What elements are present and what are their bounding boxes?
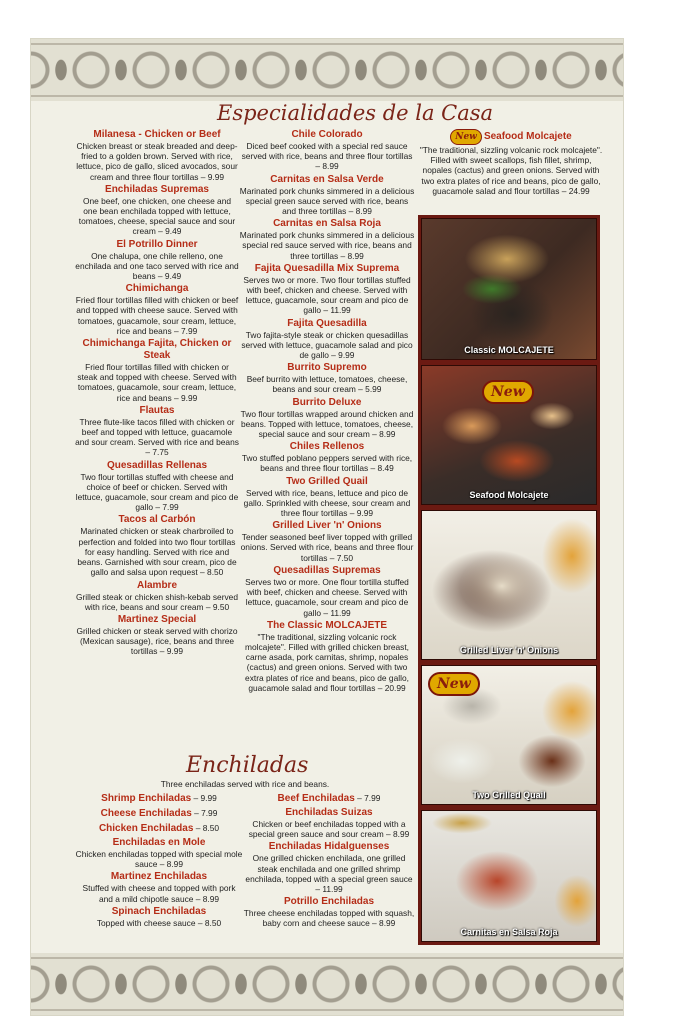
item-name-text: Chimichanga bbox=[125, 283, 189, 295]
menu-item-name bbox=[239, 476, 415, 488]
item-name-text: Flautas bbox=[139, 404, 175, 416]
menu-item-name bbox=[239, 174, 415, 186]
menu-item bbox=[239, 362, 415, 394]
menu-item bbox=[239, 129, 415, 172]
menu-item-description: Stuffed with cheese and topped with pork and a mild chipotle sauce – 8.99 bbox=[82, 883, 236, 904]
menu-page bbox=[30, 38, 624, 1016]
menu-item bbox=[419, 129, 603, 196]
item-name-text: Chiles Rellenos bbox=[289, 441, 365, 453]
menu-item-name bbox=[75, 129, 239, 141]
especialidades-title: Especialidades de la Casa bbox=[217, 101, 494, 125]
menu-item-name bbox=[239, 441, 415, 453]
menu-item bbox=[243, 792, 415, 805]
menu-item-description: Serves two or more. Two flour tortillas stuffed with beef, chicken and cheese. Served with lettuce, guacamole, sour cream and pico de gallo – 11.99 bbox=[243, 274, 411, 316]
item-name-text: Fajita Quesadilla bbox=[287, 317, 367, 329]
especialidades-column-3 bbox=[419, 129, 603, 198]
menu-item bbox=[75, 129, 239, 182]
photo-seafood-molcajete bbox=[421, 365, 597, 505]
menu-item-description: One chalupa, one chile relleno, one enchilada and one taco served with rice and beans – 9.49 bbox=[75, 250, 239, 282]
item-price: – 8.50 bbox=[193, 823, 220, 833]
menu-item-description: Two flour tortillas wrapped around chicken and beans. Topped with lettuce, tomatoes, cheese, special sauce and sour cream – 8.99 bbox=[240, 408, 414, 440]
menu-item bbox=[239, 620, 415, 693]
menu-item bbox=[243, 841, 415, 894]
menu-item-description: Two flour tortillas stuffed with cheese and choice of beef or chicken. Served with lettuce, guacamole, sour cream and pico de gallo – 7.99 bbox=[75, 471, 239, 513]
menu-item bbox=[75, 514, 239, 577]
menu-item-description: Two stuffed poblano peppers served with rice, beans and three flour tortillas – 8.49 bbox=[241, 453, 413, 474]
item-name-text: Martinez Special bbox=[117, 613, 197, 625]
menu-item-name bbox=[239, 263, 415, 275]
menu-item-description: Served with rice, beans, lettuce and pico de gallo. Sprinkled with cheese, sour cream and three flour tortillas – 9.99 bbox=[243, 487, 411, 519]
menu-item-description: Beef burrito with lettuce, tomatoes, cheese, beans and sour cream – 5.99 bbox=[246, 374, 408, 395]
menu-item-name bbox=[75, 837, 243, 849]
menu-item-description: Diced beef cooked with a special red sauce served with rice, beans and three flour tortillas – 8.99 bbox=[241, 141, 413, 172]
menu-item-description: Chicken breast or steak breaded and deep-fried to a golden brown. Served with rice, lettuce, pico de gallo, sliced avocados, sour cream and three flour tortillas – 9.99 bbox=[76, 141, 238, 182]
menu-item-description: Tender seasoned beef liver topped with grilled onions. Served with rice, beans and three flour tortillas – 7.50 bbox=[240, 532, 414, 563]
photo-two-grilled-quail bbox=[421, 665, 597, 805]
photo-caption: Two Grilled Quail bbox=[472, 790, 546, 800]
item-name-text: Beef Enchiladas bbox=[277, 793, 355, 804]
menu-item bbox=[239, 318, 415, 361]
menu-item bbox=[75, 184, 239, 237]
item-name-text: Chile Colorado bbox=[291, 129, 363, 140]
menu-item-name bbox=[239, 397, 415, 409]
bottom-ornamental-border bbox=[31, 953, 623, 1015]
item-name-text: Enchiladas en Mole bbox=[112, 837, 206, 848]
menu-item-description: Topped with cheese sauce – 8.50 bbox=[96, 917, 222, 928]
menu-item-description: Grilled steak or chicken shish-kebab served with rice, beans and sour cream – 9.50 bbox=[76, 591, 238, 612]
item-name-text: Quesadillas Rellenas bbox=[106, 459, 208, 471]
especialidades-column-1 bbox=[75, 129, 239, 659]
item-name-text: Enchiladas Suizas bbox=[285, 807, 373, 818]
menu-item-name bbox=[75, 514, 239, 526]
item-name-text: The Classic MOLCAJETE bbox=[266, 619, 388, 631]
photo-grilled-liver-onions bbox=[421, 510, 597, 660]
menu-item-description: Fried flour tortillas filled with chicken or beef and topped with cheese sauce. Served with tomatoes, guacamole, sour cream, lettuce, rice and beans – 7.99 bbox=[75, 295, 239, 336]
item-name-text: Alambre bbox=[136, 579, 177, 591]
menu-item-description: One grilled chicken enchilada, one grilled steak enchilada and one grilled shrimp enchilada, topped with a special green sauce – 11.99 bbox=[245, 853, 413, 895]
new-badge: New bbox=[482, 380, 534, 404]
item-name-text: Fajita Quesadilla Mix Suprema bbox=[254, 262, 400, 274]
item-name-text: Chimichanga Fajita, Chicken or Steak bbox=[82, 338, 232, 362]
menu-item bbox=[75, 239, 239, 282]
menu-item-name bbox=[243, 841, 415, 853]
menu-item bbox=[75, 792, 243, 805]
menu-item-name bbox=[239, 620, 415, 632]
photo-caption: Seafood Molcajete bbox=[469, 490, 549, 500]
menu-item bbox=[75, 807, 243, 820]
menu-item-name bbox=[243, 807, 415, 819]
menu-item-description: "The traditional, sizzling volcanic rock molcajete". Filled with sweet scallops, fish fillet, shrimp, nopales (cactus) and green onions. Served with two extra plates of rice and beans, pico de gallo, guacamole salad and flour tortillas – 24.99 bbox=[419, 145, 603, 196]
item-name-text: Enchiladas Supremas bbox=[105, 183, 209, 195]
new-badge: New bbox=[428, 672, 480, 696]
menu-item-name bbox=[75, 906, 243, 918]
item-name-text: Grilled Liver 'n' Onions bbox=[272, 520, 382, 532]
menu-item-name bbox=[75, 405, 239, 417]
photo-caption: Classic MOLCAJETE bbox=[464, 345, 554, 355]
item-price: – 9.99 bbox=[191, 793, 217, 803]
menu-item-description: Three cheese enchiladas topped with squash, baby corn and cheese sauce – 8.99 bbox=[243, 908, 415, 929]
menu-item-name bbox=[239, 318, 415, 330]
menu-item-name bbox=[75, 580, 239, 592]
item-name-text: Cheese Enchiladas bbox=[100, 808, 192, 819]
menu-item-description: Two fajita-style steak or chicken quesadillas served with lettuce, guacamole salad and pico de gallo – 9.99 bbox=[241, 329, 413, 361]
menu-item bbox=[75, 614, 239, 657]
menu-item-name bbox=[243, 792, 415, 805]
new-badge: New bbox=[450, 129, 482, 145]
item-name-text: Burrito Supremo bbox=[287, 362, 367, 374]
menu-item-description: Marinated chicken or steak charbroiled to perfection and folded into two flour tortillas for easy handling. Served with rice and beans. Garnished with sour cream, pico de gallo and salsa upon request – 8.50 bbox=[77, 526, 237, 578]
enchiladas-subtitle: Three enchiladas served with rice and beans. bbox=[160, 779, 330, 789]
menu-item-description: One beef, one chicken, one cheese and one bean enchilada topped with lettuce, tomatoes, cheese, special sauce and sour cream – 9.49 bbox=[78, 195, 236, 237]
menu-item-name bbox=[75, 871, 243, 883]
menu-item-name bbox=[419, 129, 603, 145]
item-price: – 7.99 bbox=[191, 808, 218, 818]
menu-item-name bbox=[75, 239, 239, 251]
menu-item bbox=[75, 906, 243, 928]
menu-item-name bbox=[239, 565, 415, 577]
item-name-text: Burrito Deluxe bbox=[292, 396, 362, 408]
menu-item-name bbox=[239, 362, 415, 374]
item-price: – 7.99 bbox=[354, 793, 381, 803]
menu-item-description: Three flute-like tacos filled with chicken or beef and topped with lettuce, guacamole and sour cream. Served with rice and beans – 7.75 bbox=[75, 416, 239, 458]
photo-carnitas-salsa-roja bbox=[421, 810, 597, 942]
menu-item-name bbox=[75, 807, 243, 820]
item-name-text: Enchiladas Hidalguenses bbox=[268, 841, 390, 853]
menu-item-name bbox=[75, 614, 239, 626]
menu-item bbox=[239, 174, 415, 217]
photo-classic-molcajete bbox=[421, 218, 597, 360]
menu-item-description: Fried flour tortillas filled with chicken or steak and topped with cheese. Served with tomatoes, guacamole, sour cream, lettuce, rice and beans – 9.99 bbox=[77, 362, 237, 403]
menu-item bbox=[239, 397, 415, 440]
item-name-text: Tacos al Carbón bbox=[118, 514, 196, 526]
item-name-text: Quesadillas Supremas bbox=[273, 564, 381, 576]
item-name-text: Potrillo Enchiladas bbox=[283, 896, 375, 908]
menu-item-name bbox=[75, 792, 243, 805]
menu-item-name bbox=[75, 283, 239, 295]
menu-item bbox=[75, 405, 239, 458]
especialidades-column-2 bbox=[239, 129, 415, 695]
menu-item-description: Serves two or more. One flour tortilla stuffed with beef, chicken and cheese. Served with lettuce, guacamole, sour cream and pico de gallo – 11.99 bbox=[245, 576, 409, 618]
item-name-text: Milanesa - Chicken or Beef bbox=[93, 129, 221, 140]
menu-item-description: "The traditional, sizzling volcanic rock molcajete". Filled with grilled chicken breast, carne asada, pork carnitas, shrimp, nopales (cactus) and green onions. Served with two extra plates of rice and beans, pico de gallo, guacamole salad and flour tortillas – 20.99 bbox=[244, 631, 410, 693]
menu-item-name bbox=[75, 184, 239, 196]
item-name-text: El Potrillo Dinner bbox=[116, 238, 198, 250]
item-name-text: Carnitas en Salsa Roja bbox=[273, 218, 381, 230]
item-name-text: Carnitas en Salsa Verde bbox=[270, 173, 384, 185]
menu-item bbox=[239, 441, 415, 473]
menu-item-description: Marinated pork chunks simmered in a delicious special green sauce served with rice, beans and three tortillas – 8.99 bbox=[239, 185, 415, 217]
menu-item bbox=[75, 460, 239, 513]
item-name-text: Spinach Enchiladas bbox=[111, 905, 207, 917]
menu-item bbox=[75, 338, 239, 403]
menu-item bbox=[243, 896, 415, 928]
menu-item bbox=[75, 580, 239, 612]
item-name-text: Two Grilled Quail bbox=[286, 475, 368, 487]
enchiladas-column-1 bbox=[75, 792, 243, 930]
photo-caption: Carnitas en Salsa Roja bbox=[460, 927, 558, 937]
menu-item bbox=[239, 263, 415, 316]
menu-item-name bbox=[239, 218, 415, 230]
menu-item-name bbox=[239, 129, 415, 141]
menu-item bbox=[239, 476, 415, 519]
photo-caption: Grilled Liver 'n' Onions bbox=[459, 645, 559, 655]
enchiladas-column-2 bbox=[243, 792, 415, 931]
menu-item bbox=[75, 283, 239, 336]
menu-item bbox=[239, 520, 415, 563]
menu-item bbox=[239, 218, 415, 261]
menu-item-description: Chicken enchiladas topped with special mole sauce – 8.99 bbox=[75, 849, 243, 870]
menu-item-name bbox=[239, 520, 415, 532]
item-name-text: Chicken Enchiladas bbox=[98, 823, 194, 834]
menu-item-description: Grilled chicken or steak served with chorizo (Mexican sausage), rice, beans and three tortillas – 9.99 bbox=[76, 625, 238, 657]
photo-strip bbox=[418, 215, 600, 945]
top-ornamental-border bbox=[31, 39, 623, 101]
menu-item-name bbox=[75, 822, 243, 835]
menu-item bbox=[239, 565, 415, 618]
item-name-text: Seafood Molcajete bbox=[483, 131, 572, 142]
menu-item bbox=[75, 822, 243, 835]
menu-item bbox=[75, 871, 243, 903]
menu-item-name bbox=[243, 896, 415, 908]
menu-item-description: Chicken or beef enchiladas topped with a special green sauce and sour cream – 8.99 bbox=[248, 819, 410, 840]
item-name-text: Shrimp Enchiladas bbox=[101, 793, 192, 804]
menu-item bbox=[243, 807, 415, 839]
enchiladas-title: Enchiladas bbox=[186, 753, 309, 778]
menu-item-name bbox=[75, 460, 239, 472]
menu-item-name bbox=[75, 338, 239, 362]
item-name-text: Martinez Enchiladas bbox=[110, 871, 208, 883]
menu-item bbox=[75, 837, 243, 869]
menu-item-description: Marinated pork chunks simmered in a delicious special red sauce served with rice, beans and three tortillas – 8.99 bbox=[239, 230, 415, 261]
